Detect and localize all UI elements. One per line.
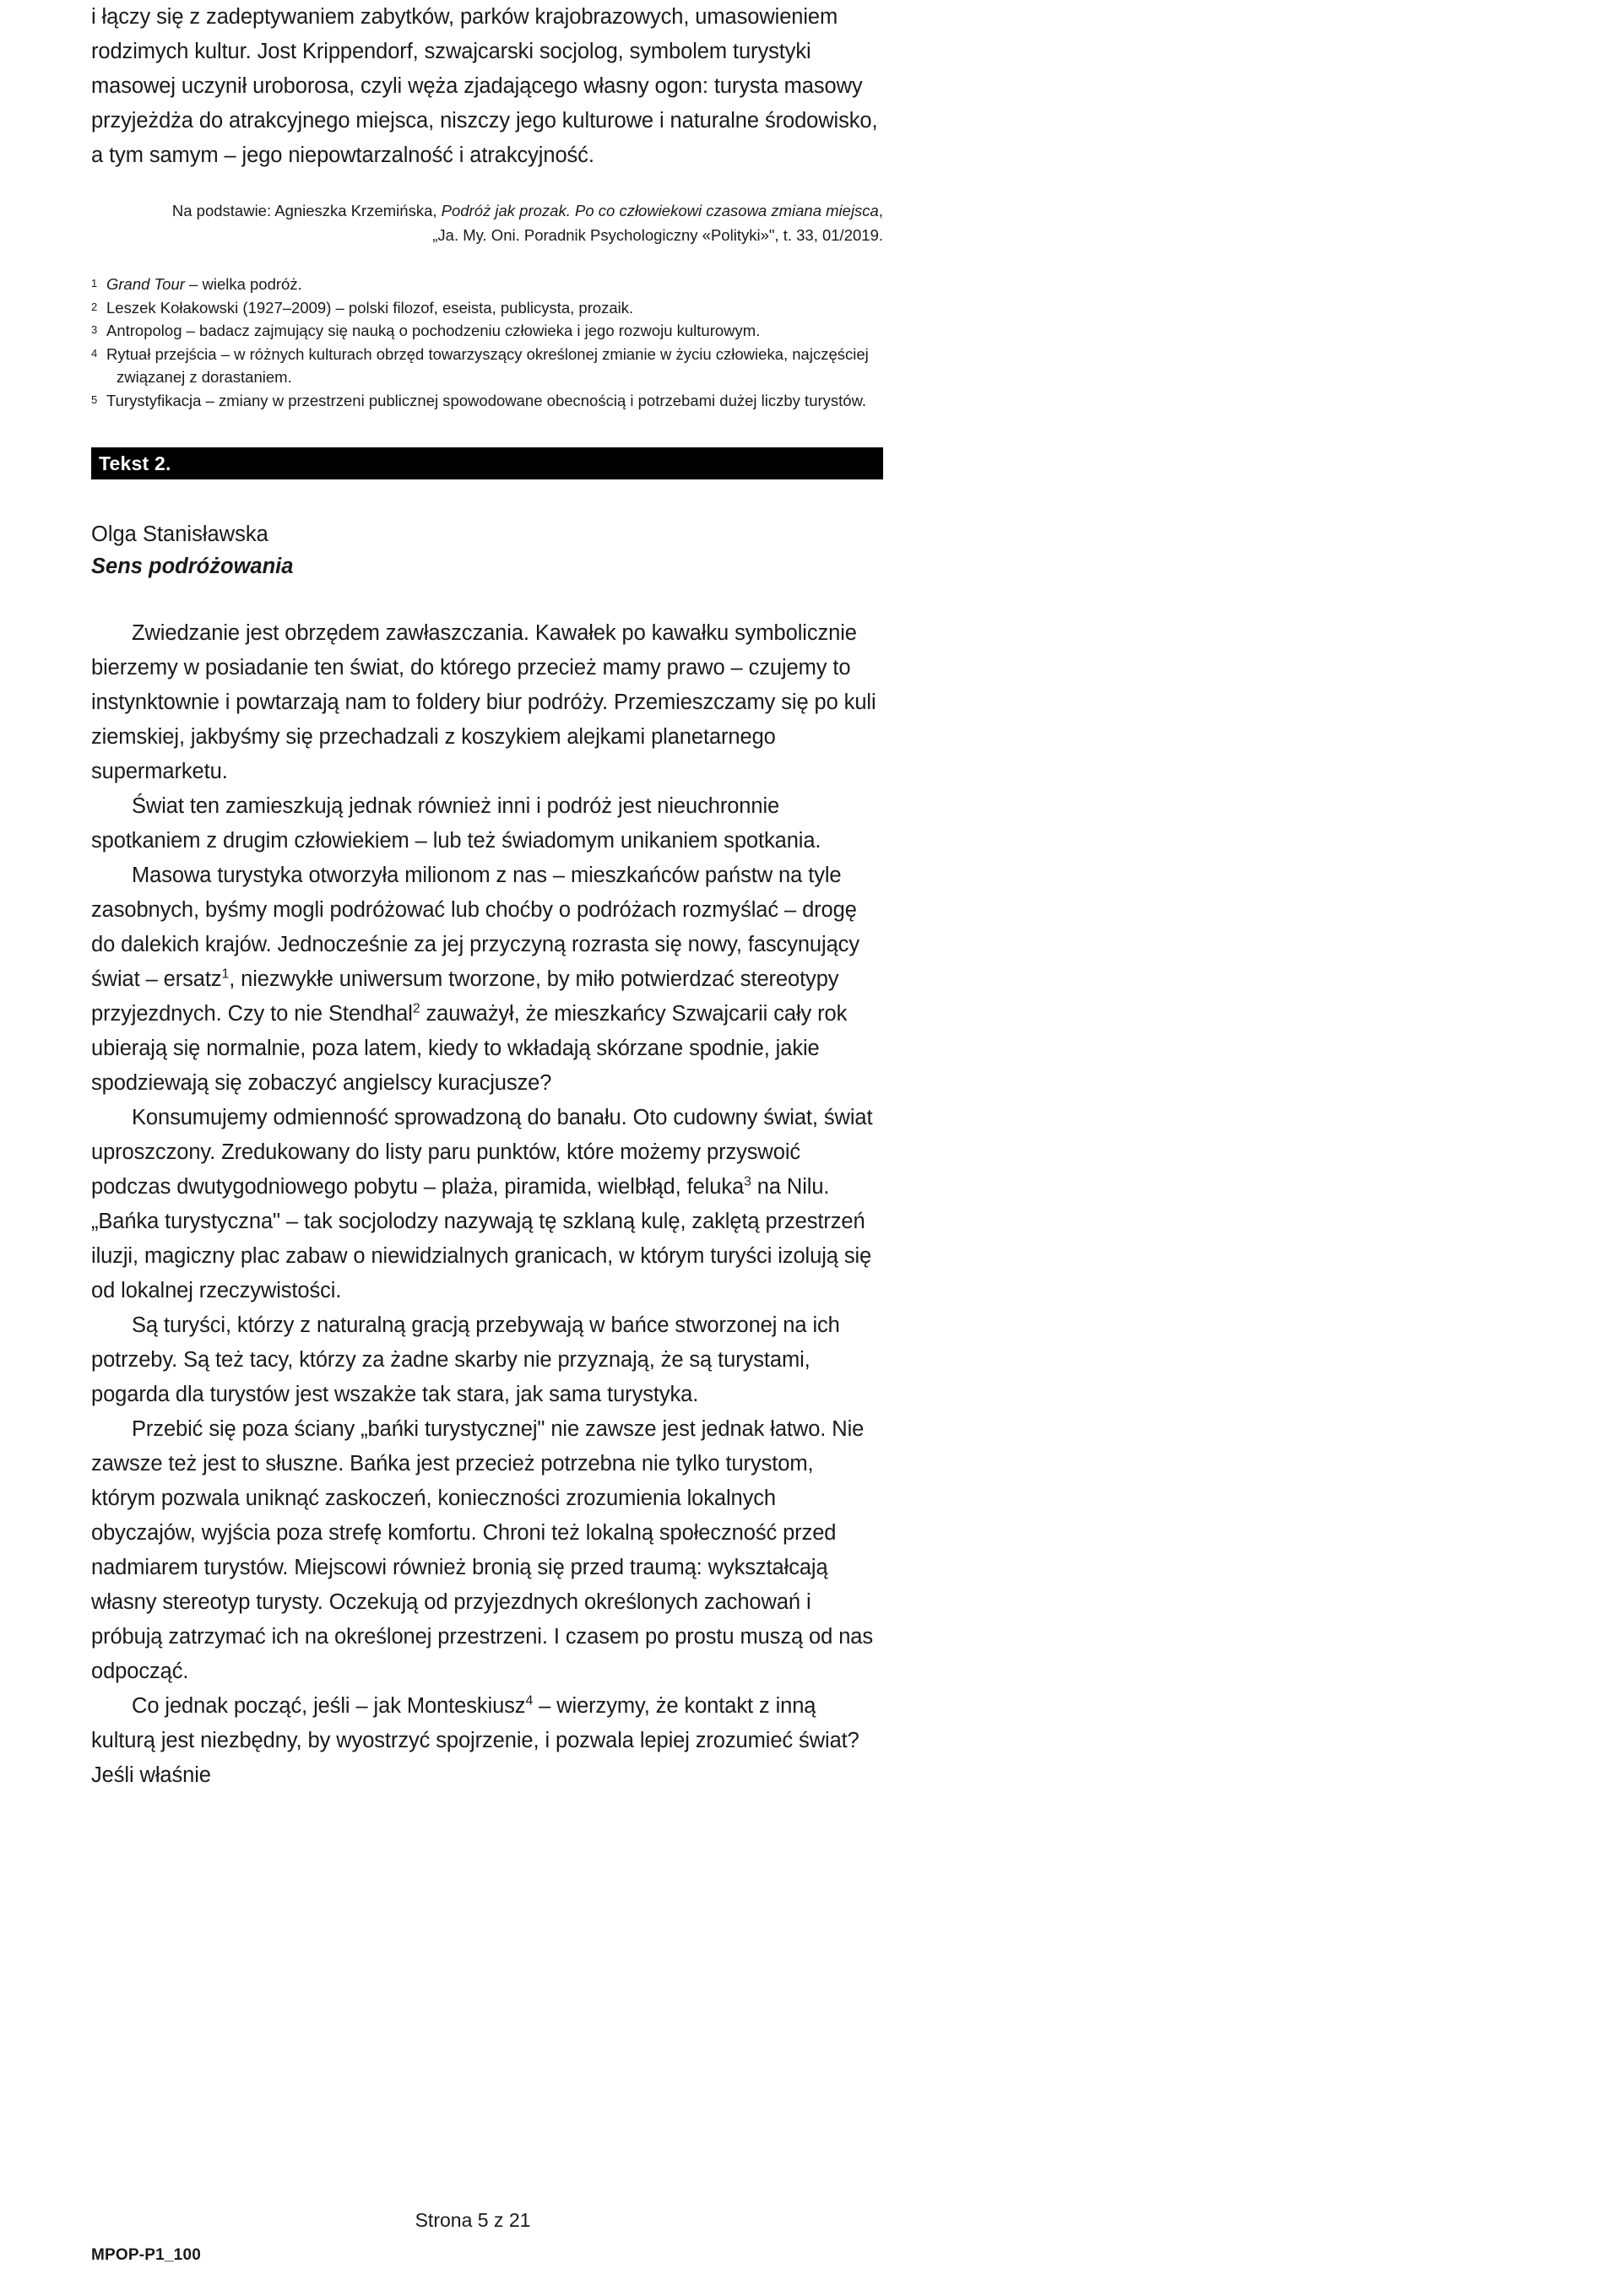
passage-paragraph: Zwiedzanie jest obrzędem zawłaszczania. Kawałek po kawałku symbolicznie bierzemy w posiadanie ten świat, do którego przecież mamy prawo – czujemy to instynktownie i powtarzają nam to foldery biur podróży. Przemieszczamy się po kuli ziemskiej, jakbyśmy się przechadzali z koszykiem alejkami planetarnego supermarketu.	[91, 621, 876, 783]
source-attribution	[91, 198, 883, 247]
footnote-item	[91, 319, 883, 343]
footnote-item	[91, 273, 883, 296]
continued-paragraph: i łączy się z zadeptywaniem zabytków, parków krajobrazowych, umasowieniem rodzimych kultur. Jost Krippendorf, szwajcarski socjolog, symbolem turystyki masowej uczynił uroborosa, czyli węża zjadającego własny ogon: turysta masowy przyjeżdża do atrakcyjnego miejsca, niszczy jego kulturowe i naturalne środowisko, a tym samym – jego niepowtarzalność i atrakcyjność.	[91, 5, 878, 167]
footnote-marker: 1	[91, 277, 98, 290]
document-code: MPOP-P1_100	[91, 2246, 201, 2264]
passage-header	[91, 518, 883, 582]
passage-author: Olga Stanisławska	[91, 523, 268, 546]
attribution-line-2: „Ja. My. Oni. Poradnik Psychologiczny «Polityki»", t. 33, 01/2019.	[432, 226, 883, 244]
passage-paragraph: Konsumujemy odmienność sprowadzoną do banału. Oto cudowny świat, świat uproszczony. Zredukowany do listy paru punktów, które możemy przyswoić podczas dwutygodniowego pobytu – plaża, piramida, wielbłąd, feluka$^3$ na Nilu. „Bańka turystyczna" – tak socjolodzy nazywają tę szklaną kulę, zaklętą przestrzeń iluzji, magiczny plac zabaw o niewidzialnych granicach, w którym turyści izolują się od lokalnej rzeczywistości.	[91, 1106, 873, 1302]
footnote-text: Rytuał przejścia – w różnych kulturach obrzęd towarzyszący określonej zmianie w życiu człowieka, najczęściej	[106, 344, 869, 363]
footnote-item	[91, 389, 883, 413]
passage-body	[91, 616, 883, 1793]
footnote-continuation: związanej z dorastaniem.	[117, 368, 292, 386]
footnote-marker: 4	[91, 346, 98, 360]
footnote-italic-term: Grand Tour	[106, 275, 185, 293]
passage-paragraph: Co jednak począć, jeśli – jak Monteskiusz$^4$ – wierzymy, że kontakt z inną kulturą jest niezbędny, by wyostrzyć spojrzenie, i pozwala lepiej zrozumieć świat? Jeśli właśnie	[91, 1693, 859, 1787]
footnote-marker: 2	[91, 300, 98, 313]
footnote-reference: 2	[412, 1001, 420, 1016]
passage-paragraph: Świat ten zamieszkują jednak również inni i podróż jest nieuchronnie spotkaniem z drugim człowiekiem – lub też świadomym unikaniem spotkania.	[91, 794, 821, 853]
attribution-suffix: ,	[878, 202, 883, 219]
footnote-reference: 1	[221, 967, 230, 982]
attribution-line-1	[91, 198, 883, 223]
page-number: Strona 5 z 21	[415, 2209, 531, 2231]
continued-body-text	[91, 0, 883, 173]
passage-paragraph: Przebić się poza ściany „bańki turystycznej" nie zawsze jest jednak łatwo. Nie zawsze też jest to słuszne. Bańka jest przecież potrzebna nie tylko turystom, którym pozwala uniknąć zaskoczeń, konieczności zrozumienia lokalnych obyczajów, wyjścia poza strefę komfortu. Chroni też lokalną społeczność przed nadmiarem turystów. Miejscowi również bronią się przed traumą: wykształcają własny stereotyp turysty. Oczekują od przyjezdnych określonych zachowań i próbują zatrzymać ich na określonej przestrzeni. I czasem po prostu muszą od nas odpocząć.	[91, 1417, 874, 1683]
footnote-marker: 3	[91, 323, 98, 336]
passage-paragraph: Masowa turystyka otworzyła milionom z nas – mieszkańców państw na tyle zasobnych, byśmy mogli podróżować lub choćby o podróżach rozmyślać – drogę do dalekich krajów. Jednocześnie za jej przyczyną rozrasta się nowy, fascynujący świat – ersatz$^1$, niezwykłe uniwersum tworzone, by miło potwierdzać stereotypy przyjezdnych. Czy to nie Stendhal$^2$ zauważył, że mieszkańcy Szwajcarii cały rok ubierają się normalnie, poza latem, kiedy to wkładają skórzane spodnie, jakie spodziewają się zobaczyć angielscy kuracjusze?	[91, 864, 859, 1095]
footnote-reference: 3	[744, 1174, 751, 1189]
passage-paragraph: Są turyści, którzy z naturalną gracją przebywają w bańce stworzonej na ich potrzeby. Są też tacy, którzy za żadne skarby nie przyznają, że są turystami, pogarda dla turystów jest wszakże tak stara, jak sama turystyka.	[91, 1313, 840, 1406]
footnote-text: Turystyfikacja – zmiany w przestrzeni publicznej spowodowane obecnością i potrzebami dużej liczby turystów.	[106, 391, 867, 409]
footnote-text: Leszek Kołakowski (1927–2009) – polski filozof, eseista, publicysta, prozaik.	[106, 298, 634, 317]
footnote-text: – wielka podróż.	[184, 275, 302, 293]
footnote-item	[91, 343, 883, 389]
footnote-item	[91, 296, 883, 320]
footnote-list	[91, 273, 883, 412]
section-band-tekst-2: Tekst 2.	[91, 447, 883, 479]
attribution-work-title: Podróż jak prozak. Po co człowiekowi czasowa zmiana miejsca	[441, 202, 879, 219]
passage-title: Sens podróżowania	[91, 555, 294, 578]
footnote-text: Antropolog – badacz zajmujący się nauką o pochodzeniu człowieka i jego rozwoju kulturowym.	[106, 322, 761, 339]
footnote-reference: 4	[525, 1693, 534, 1708]
attribution-prefix: Na podstawie: Agnieszka Krzemińska,	[171, 202, 442, 219]
page-content	[91, 0, 883, 1793]
footnote-marker: 5	[91, 393, 98, 406]
